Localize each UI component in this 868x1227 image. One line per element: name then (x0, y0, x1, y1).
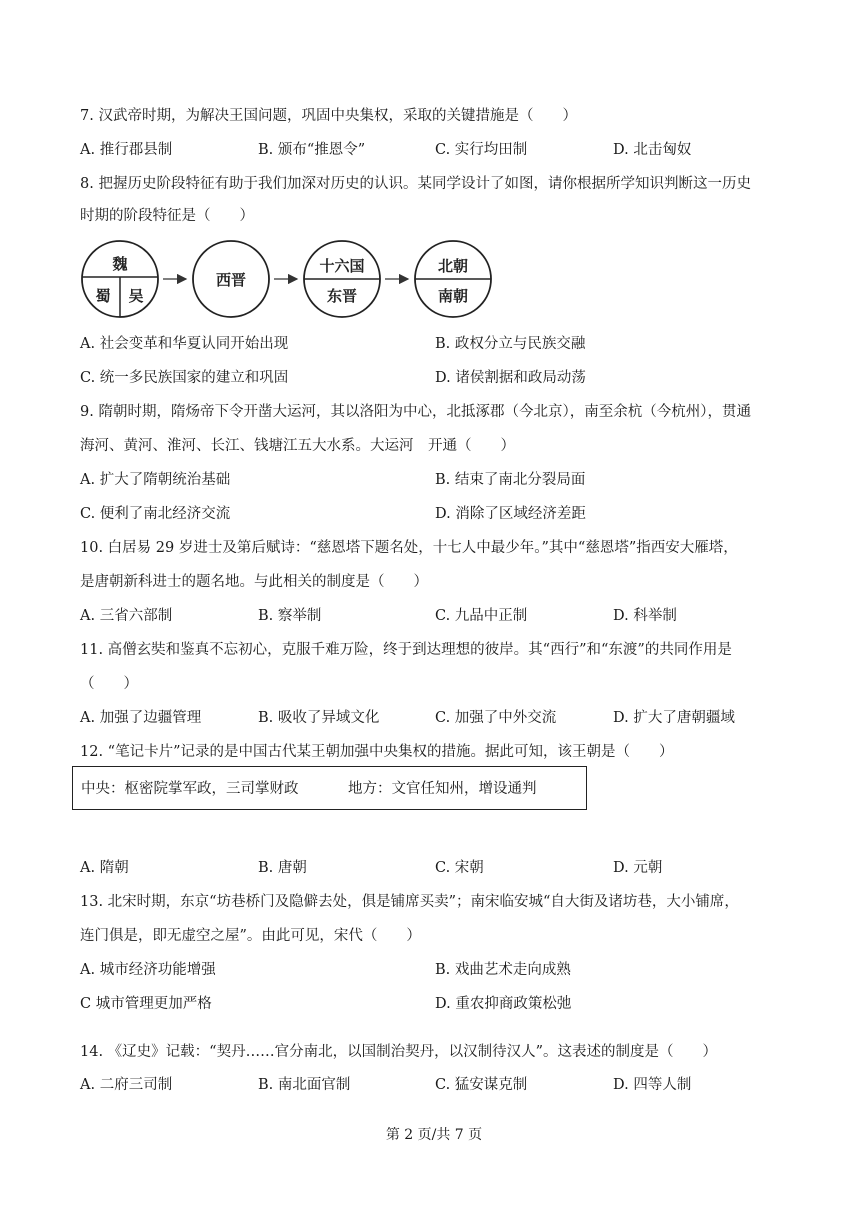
q8-option-b: B. 政权分立与民族交融 (435, 336, 586, 352)
question-13-stem-line1: 13. 北宋时期，东京“坊巷桥门及隐僻去处，俱是铺席买卖”；南宋临安城“自大街及诸坊巷，大小铺席， (80, 894, 739, 910)
question-11-stem-line2: （ ） (80, 676, 138, 692)
label-wu: 吴 (128, 287, 144, 305)
q9-option-b: B. 结束了南北分裂局面 (435, 472, 586, 488)
q14-option-c: C. 猛安谋克制 (435, 1077, 528, 1093)
q11-option-b: B. 吸收了异域文化 (258, 710, 380, 726)
q13-option-c: C 城市管理更加严格 (80, 996, 212, 1012)
q13-option-a: A. 城市经济功能增强 (80, 962, 216, 978)
q11-option-d: D. 扩大了唐朝疆域 (613, 710, 735, 726)
circle-three-kingdoms (82, 241, 158, 317)
question-10-stem-line1: 10. 白居易 29 岁进士及第后赋诗：“慈恩塔下题名处，十七人中最少年。”其中“慈恩塔”指西安大雁塔， (80, 540, 738, 556)
label-dongjin: 东晋 (326, 287, 358, 305)
q12-option-a: A. 隋朝 (80, 860, 129, 876)
question-11-stem-line1: 11. 高僧玄奘和鉴真不忘初心，克服千难万险，终于到达理想的彼岸。其“西行”和“东渡”的共同作用是 (80, 642, 732, 658)
label-wei: 魏 (112, 255, 128, 273)
q12-option-b: B. 唐朝 (258, 860, 307, 876)
q9-option-c: C. 便利了南北经济交流 (80, 506, 231, 522)
question-14-stem: 14. 《辽史》记载：“契丹……官分南北，以国制治契丹，以汉制待汉人”。这表述的制度是（ ） (80, 1044, 717, 1060)
note-card-central: 中央：枢密院掌军政，三司掌财政 (81, 781, 299, 797)
q10-option-a: A. 三省六部制 (80, 608, 173, 624)
question-9-stem-line2: 海河、黄河、淮河、长江、钱塘江五大水系。大运河 开通（ ） (80, 438, 515, 454)
question-8-stem-line1: 8. 把握历史阶段特征有助于我们加深对历史的认识。某同学设计了如图，请你根据所学知识判断这一历史 (80, 176, 751, 192)
note-card-local: 地方：文官任知州，增设通判 (348, 781, 537, 797)
page-number: 第 2 页/共 7 页 (385, 1127, 483, 1143)
label-nanchao: 南朝 (437, 287, 469, 305)
q8-option-a: A. 社会变革和华夏认同开始出现 (80, 336, 289, 352)
circle-western-jin (193, 241, 269, 317)
q14-option-b: B. 南北面官制 (258, 1077, 351, 1093)
q7-option-b: B. 颁布“推恩令” (258, 142, 366, 158)
q13-option-b: B. 戏曲艺术走向成熟 (435, 962, 571, 978)
question-10-stem-line2: 是唐朝新科进士的题名地。与此相关的制度是（ ） (80, 574, 428, 590)
question-7-stem: 7. 汉武帝时期，为解决王国问题，巩固中央集权，采取的关键措施是（ ） (80, 108, 577, 124)
q12-option-d: D. 元朝 (613, 860, 663, 876)
q9-option-d: D. 消除了区域经济差距 (435, 506, 586, 522)
q7-option-a: A. 推行郡县制 (80, 142, 173, 158)
q8-option-c: C. 统一多民族国家的建立和巩固 (80, 370, 289, 386)
q8-option-d: D. 诸侯割据和政局动荡 (435, 370, 586, 386)
q10-option-c: C. 九品中正制 (435, 608, 528, 624)
question-9-stem-line1: 9. 隋朝时期，隋炀帝下令开凿大运河，其以洛阳为中心，北抵涿郡（今北京），南至余杭（今杭州），贯通 (80, 404, 751, 420)
circle-north-south (415, 241, 491, 317)
note-card (72, 766, 587, 810)
q14-option-d: D. 四等人制 (613, 1077, 692, 1093)
q10-option-d: D. 科举制 (613, 608, 677, 624)
q14-option-a: A. 二府三司制 (80, 1077, 173, 1093)
q9-option-a: A. 扩大了隋朝统治基础 (80, 472, 231, 488)
dynasty-sequence-diagram (76, 240, 506, 320)
q7-option-d: D. 北击匈奴 (613, 142, 692, 158)
question-12-stem: 12. “笔记卡片”记录的是中国古代某王朝加强中央集权的措施。据此可知，该王朝是（ ） (80, 744, 674, 760)
label-shiliuguo: 十六国 (319, 257, 365, 275)
q13-option-d: D. 重农抑商政策松弛 (435, 996, 572, 1012)
q10-option-b: B. 察举制 (258, 608, 322, 624)
q7-option-c: C. 实行均田制 (435, 142, 528, 158)
q12-option-c: C. 宋朝 (435, 860, 484, 876)
q11-option-c: C. 加强了中外交流 (435, 710, 557, 726)
q11-option-a: A. 加强了边疆管理 (80, 710, 202, 726)
question-8-stem-line2: 时期的阶段特征是（ ） (80, 208, 254, 224)
label-xijin: 西晋 (215, 271, 247, 289)
circle-sixteen-kingdoms (304, 241, 380, 317)
label-shu: 蜀 (95, 287, 111, 305)
label-beichao: 北朝 (437, 257, 469, 275)
question-13-stem-line2: 连门俱是，即无虚空之屋”。由此可见，宋代（ ） (80, 928, 421, 944)
